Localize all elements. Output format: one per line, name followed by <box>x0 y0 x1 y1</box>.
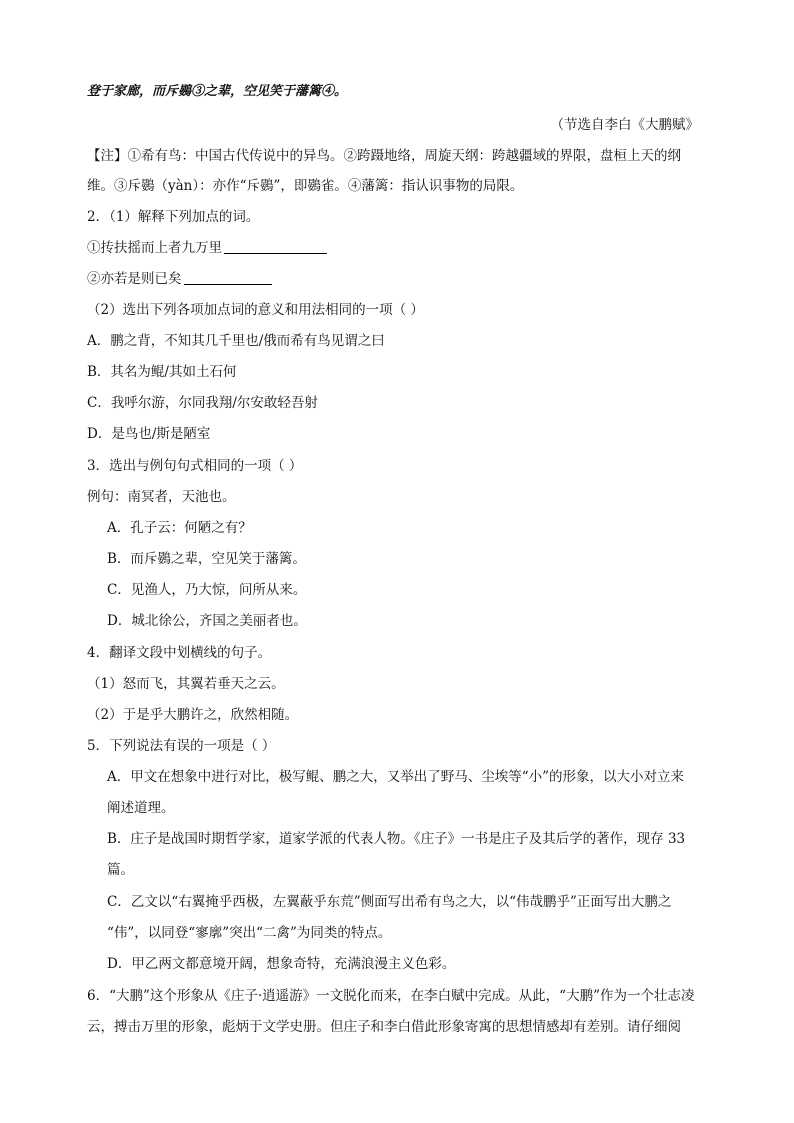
q5-option-b-line-1: B．庄子是战国时期哲学家，道家学派的代表人物。《庄子》一书是庄子及其后学的著作，现存 33 <box>107 831 686 847</box>
q5-option-b-line-2: 篇。 <box>107 862 134 878</box>
q2-sub-2: （2）选出下列各项加点词的意义和用法相同的一项（ ） <box>87 302 424 318</box>
q2-option-a: A．鹏之背，不知其几千里也/俄而希有鸟见谓之曰 <box>87 333 385 349</box>
q3-option-b: B．而斥鷃之辈，空见笑于藩篱。 <box>107 551 306 567</box>
q2-item-2-text: ②亦若是则已矣 <box>87 271 182 287</box>
note-line-1: 【注】①希有鸟：中国古代传说中的异鸟。②跨蹑地络，周旋天纲：跨越疆域的界限，盘桓上天的纲 <box>87 148 681 164</box>
q3-option-d: D．城北徐公，齐国之美丽者也。 <box>107 613 307 629</box>
q2-option-c: C．我呼尔游，尔同我翔/尔安敢轻吾射 <box>87 395 318 411</box>
q4-item-1: （1）怒而飞，其翼若垂天之云。 <box>87 676 285 692</box>
q4-item-2: （2）于是乎大鹏许之，欣然相随。 <box>87 707 299 723</box>
q5-option-c-line-2: “伟”，以同登“寥廓”突出“二禽”为同类的特点。 <box>107 925 392 941</box>
q4-header: 4．翻译文段中划横线的句子。 <box>87 645 272 661</box>
answer-blank-1[interactable] <box>224 239 327 254</box>
q2-item-2 <box>87 269 272 289</box>
q3-option-a: A．孔子云：何陋之有？ <box>107 520 252 536</box>
q5-option-d: D．甲乙两文都意境开阔，想象奇特，充满浪漫主义色彩。 <box>107 956 456 972</box>
q5-option-c-line-1: C．乙文以“右翼掩乎西极，左翼蔽乎东荒”侧面写出希有鸟之大，以“伟哉鹏乎”正面写出大鹏之 <box>107 894 672 910</box>
q6-line-1: 6．“大鹏”这个形象从《庄子·逍遥游》一文脱化而来，在李白赋中完成。从此，“大鹏”作为一个壮志凌 <box>87 988 695 1004</box>
note-line-2: 维。③斥鷃（yàn）：亦作“斥鷃”，即鷃雀。④藩篱：指认识事物的局限。 <box>87 178 524 194</box>
q6-line-2: 云，搏击万里的形象，彪炳于文学史册。但庄子和李白借此形象寄寓的思想情感却有差别。请仔细阅 <box>87 1019 681 1035</box>
q5-option-a-line-1: A．甲文在想象中进行对比，极写鲲、鹏之大，又举出了野马、尘埃等“小”的形象，以大小对立来 <box>107 769 685 785</box>
answer-blank-2[interactable] <box>184 270 272 285</box>
q2-item-1-text: ①抟扶摇而上者九万里 <box>87 240 222 256</box>
q3-header: 3．选出与例句句式相同的一项（ ） <box>87 458 303 474</box>
passage-last-line: 登于家廊，而斥鷃③之辈，空见笑于藩篱④。 <box>87 84 348 99</box>
q5-option-a-line-2: 阐述道理。 <box>107 800 175 816</box>
q2-option-b: B．其名为鲲/其如土石何 <box>87 364 237 380</box>
q5-header: 5．下列说法有误的一项是（ ） <box>87 738 276 754</box>
q3-option-c: C．见渔人，乃大惊，问所从来。 <box>107 582 307 598</box>
q2-option-d: D．是鸟也/斯是陋室 <box>87 426 211 442</box>
q2-header: 2．（1）解释下列加点的词。 <box>87 209 260 225</box>
q2-item-1 <box>87 238 327 258</box>
q3-example: 例句：南冥者，天池也。 <box>87 489 236 505</box>
passage-source: （节选自李白《大鹏赋》 <box>550 117 699 133</box>
